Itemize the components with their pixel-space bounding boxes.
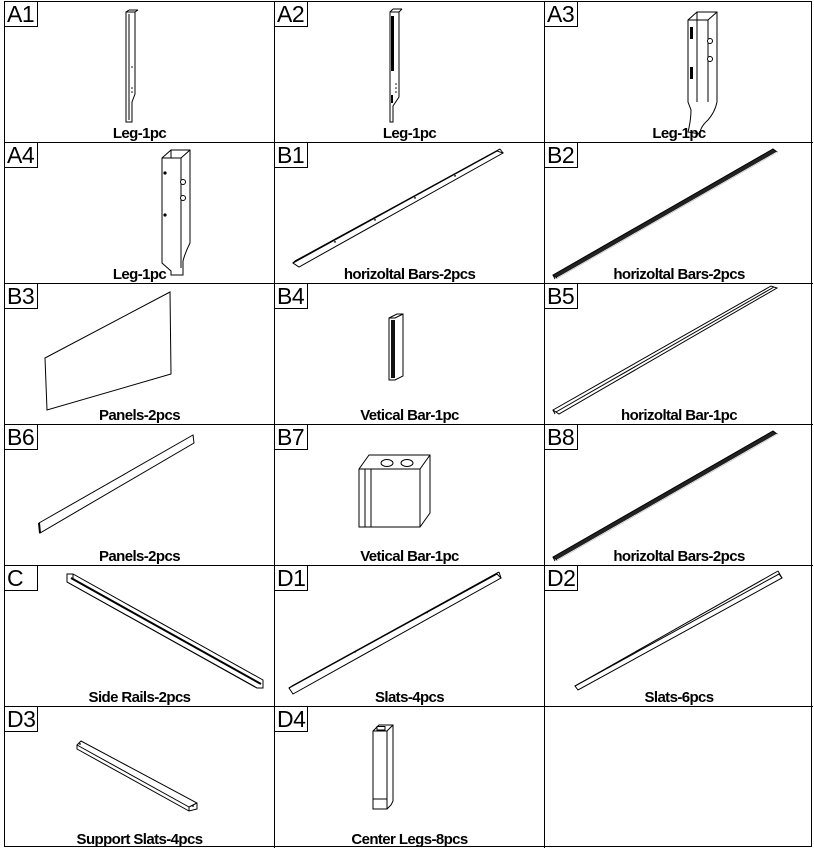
part-code-label: B7 bbox=[275, 425, 308, 450]
part-caption: horizoltal Bars-2pcs bbox=[613, 548, 745, 565]
part-caption: Panels-2pcs bbox=[99, 548, 180, 565]
part-cell-d4 bbox=[275, 707, 545, 848]
part-cell-a1 bbox=[5, 2, 275, 143]
part-caption: Slats-4pcs bbox=[374, 689, 445, 706]
part-caption: Center Legs-8pcs bbox=[351, 831, 468, 848]
part-cell-b7 bbox=[275, 425, 545, 566]
part-caption: Leg-1pc bbox=[652, 125, 706, 142]
part-code-label: B6 bbox=[5, 425, 38, 450]
part-cell-d2 bbox=[545, 566, 813, 707]
part-caption: Panels-2pcs bbox=[99, 407, 180, 424]
part-caption: Leg-1pc bbox=[112, 266, 167, 283]
part-code-label: D4 bbox=[275, 707, 308, 732]
part-code-label: A1 bbox=[5, 2, 38, 27]
empty-cell bbox=[545, 707, 813, 848]
part-cell-b1 bbox=[275, 143, 545, 284]
part-caption: horizoltal Bar-1pc bbox=[621, 407, 737, 424]
part-drawing-leg-wide-alt bbox=[5, 143, 275, 284]
part-code-label: B3 bbox=[5, 284, 38, 309]
part-drawing-panel-strip bbox=[5, 425, 275, 566]
part-cell-b2 bbox=[545, 143, 813, 284]
part-drawing-leg-slim-alt bbox=[275, 2, 545, 143]
part-caption: Leg-1pc bbox=[112, 125, 167, 142]
part-caption: Slats-6pcs bbox=[644, 689, 714, 706]
part-code-label: B2 bbox=[545, 143, 578, 168]
part-drawing-slat-short bbox=[545, 566, 813, 707]
part-caption: Side Rails-2pcs bbox=[88, 689, 191, 706]
part-caption: horizoltal Bars-2pcs bbox=[613, 266, 745, 283]
part-drawing-vertical-bar bbox=[275, 284, 545, 425]
part-caption: Support Slats-4pcs bbox=[76, 831, 203, 848]
part-cell-a2 bbox=[275, 2, 545, 143]
part-drawing-bar-channel bbox=[545, 284, 813, 425]
part-cell-a4 bbox=[5, 143, 275, 284]
part-drawing-center-leg bbox=[275, 707, 545, 848]
part-caption: Vetical Bar-1pc bbox=[360, 407, 459, 424]
part-cell-d3 bbox=[5, 707, 275, 848]
part-code-label: C bbox=[5, 566, 38, 591]
part-caption: horizoltal Bars-2pcs bbox=[343, 266, 476, 283]
part-drawing-panel-large bbox=[5, 284, 275, 425]
part-drawing-side-rail bbox=[5, 566, 275, 707]
part-drawing-bar-dark bbox=[545, 425, 813, 566]
part-code-label: A2 bbox=[275, 2, 308, 27]
part-cell-b3 bbox=[5, 284, 275, 425]
part-code-label: A3 bbox=[545, 2, 578, 27]
parts-list-grid bbox=[4, 1, 812, 847]
part-cell-a3 bbox=[545, 2, 813, 143]
part-cell-c bbox=[5, 566, 275, 707]
part-drawing-bar-thin bbox=[275, 143, 545, 284]
part-drawing-bar-dark bbox=[545, 143, 813, 284]
part-drawing-support-slat bbox=[5, 707, 275, 848]
part-drawing-slat bbox=[275, 566, 545, 707]
part-drawing-leg-slim bbox=[5, 2, 275, 143]
part-cell-b4 bbox=[275, 284, 545, 425]
part-cell-d1 bbox=[275, 566, 545, 707]
part-code-label: B5 bbox=[545, 284, 578, 309]
part-code-label: D2 bbox=[545, 566, 578, 591]
part-cell-b8 bbox=[545, 425, 813, 566]
part-caption: Vetical Bar-1pc bbox=[360, 548, 459, 565]
part-code-label: D3 bbox=[5, 707, 38, 732]
part-drawing-leg-wide bbox=[545, 2, 813, 143]
part-cell-b5 bbox=[545, 284, 813, 425]
part-code-label: A4 bbox=[5, 143, 38, 168]
part-code-label: B8 bbox=[545, 425, 578, 450]
part-code-label: D1 bbox=[275, 566, 308, 591]
part-code-label: B4 bbox=[275, 284, 308, 309]
part-code-label: B1 bbox=[275, 143, 308, 168]
part-caption: Leg-1pc bbox=[382, 125, 437, 142]
part-cell-b6 bbox=[5, 425, 275, 566]
part-drawing-vertical-block bbox=[275, 425, 545, 566]
